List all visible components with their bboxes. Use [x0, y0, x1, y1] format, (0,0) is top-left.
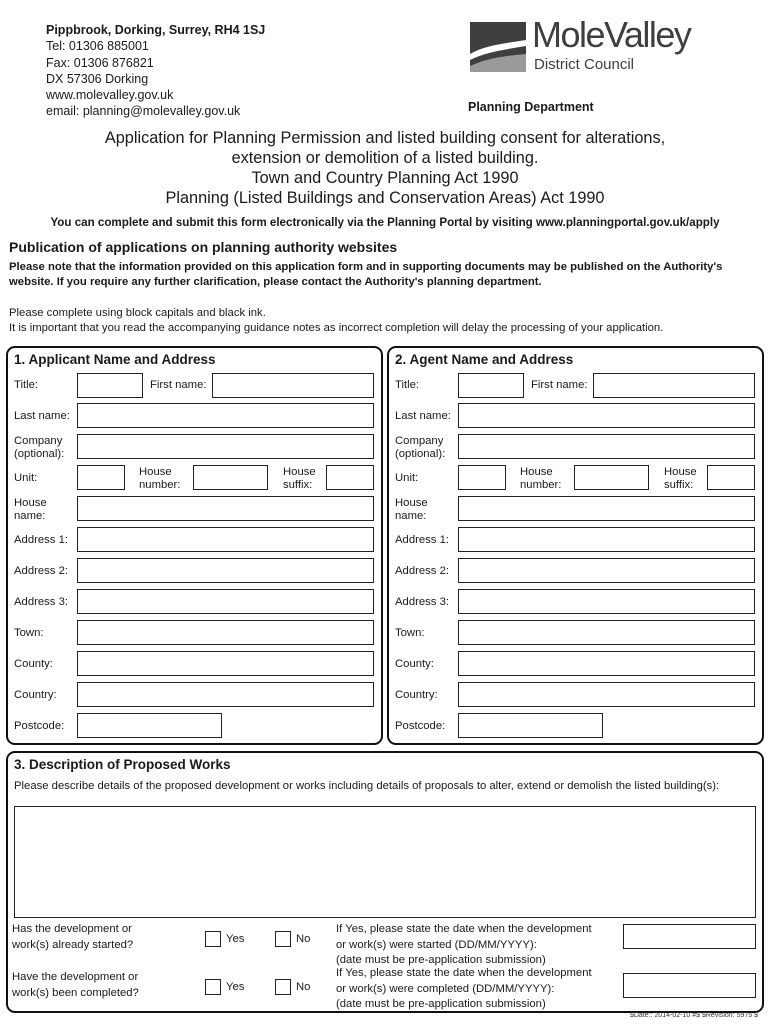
completed-yes-label: Yes — [226, 981, 245, 993]
unit-label: Unit: — [395, 472, 419, 484]
agent-postcode-input[interactable] — [458, 713, 603, 738]
country-label: Country: — [395, 689, 438, 701]
agent-address-2-input[interactable] — [458, 558, 755, 583]
address-3-label: Address 3: — [395, 596, 450, 608]
town-label: Town: — [395, 627, 425, 639]
section-2-title: 2. Agent Name and Address — [395, 352, 574, 367]
applicant-house-number-input[interactable] — [193, 465, 268, 490]
company-label: Company (optional): — [14, 435, 65, 460]
house-suffix-label: House suffix: — [664, 466, 697, 491]
council-logo — [470, 14, 730, 80]
house-name-label: House name: — [14, 497, 47, 522]
agent-address-3-input[interactable] — [458, 589, 755, 614]
town-label: Town: — [14, 627, 44, 639]
logo-subtitle: District Council — [534, 56, 635, 73]
agent-first-name-input[interactable] — [593, 373, 755, 398]
applicant-address-1-input[interactable] — [77, 527, 374, 552]
email: email: planning@molevalley.gov.uk — [46, 104, 241, 119]
telephone: Tel: 01306 885001 — [46, 39, 149, 54]
completed-date-instruction: If Yes, please state the date when the development or work(s) were completed (DD/MM/YYYY): (date must be pre-application submission) — [336, 967, 592, 1010]
publication-heading: Publication of applications on planning authority websites — [9, 239, 398, 255]
agent-house-name-input[interactable] — [458, 496, 755, 521]
applicant-postcode-input[interactable] — [77, 713, 222, 738]
postcode-label: Postcode: — [395, 720, 446, 732]
website: www.molevalley.gov.uk — [46, 88, 174, 103]
title-line-3: Town and Country Planning Act 1990 — [251, 169, 519, 187]
started-no-label: No — [296, 933, 311, 945]
applicant-county-input[interactable] — [77, 651, 374, 676]
postcode-label: Postcode: — [14, 720, 65, 732]
revision-footer: $Date:: 2014-02-10 #$ $Revision: 5975 $ — [629, 1012, 758, 1019]
agent-unit-input[interactable] — [458, 465, 506, 490]
started-date-instruction: If Yes, please state the date when the development or work(s) were started (DD/MM/YYYY): (date must be pre-application submission) — [336, 923, 592, 966]
completed-yes-checkbox[interactable] — [205, 979, 221, 995]
applicant-company-input[interactable] — [77, 434, 374, 459]
agent-address-1-input[interactable] — [458, 527, 755, 552]
county-label: County: — [395, 658, 434, 670]
applicant-house-suffix-input[interactable] — [326, 465, 374, 490]
first-name-label: First name: — [150, 379, 207, 391]
fax: Fax: 01306 876821 — [46, 55, 154, 70]
address-1-label: Address 1: — [395, 534, 450, 546]
applicant-country-input[interactable] — [77, 682, 374, 707]
form-title — [0, 128, 770, 208]
instructions — [9, 306, 759, 336]
started-yes-checkbox[interactable] — [205, 931, 221, 947]
applicant-last-name-input[interactable] — [77, 403, 374, 428]
county-label: County: — [14, 658, 53, 670]
agent-house-number-input[interactable] — [574, 465, 649, 490]
agent-town-input[interactable] — [458, 620, 755, 645]
hills-logo-icon — [470, 22, 526, 72]
started-question: Has the development or work(s) already started? — [12, 923, 134, 951]
instruction-line-2: It is important that you read the accompanying guidance notes as incorrect completion will delay the processing of your application. — [9, 322, 664, 334]
address-1-label: Address 1: — [14, 534, 69, 546]
applicant-address-2-input[interactable] — [77, 558, 374, 583]
description-textarea[interactable] — [14, 806, 756, 918]
section-1-title: 1. Applicant Name and Address — [14, 352, 216, 367]
started-no-checkbox[interactable] — [275, 931, 291, 947]
planning-portal-note: You can complete and submit this form electronically via the Planning Portal by visiting www.planningportal.gov.uk/apply — [50, 216, 720, 229]
started-date-input[interactable] — [623, 924, 756, 949]
company-label: Company (optional): — [395, 435, 446, 460]
applicant-first-name-input[interactable] — [212, 373, 374, 398]
completed-question: Have the development or work(s) been completed? — [12, 971, 139, 999]
department-name: Planning Department — [468, 100, 594, 114]
instruction-line-1: Please complete using block capitals and black ink. — [9, 307, 266, 319]
agent-company-input[interactable] — [458, 434, 755, 459]
address-3-label: Address 3: — [14, 596, 69, 608]
applicant-address-3-input[interactable] — [77, 589, 374, 614]
agent-county-input[interactable] — [458, 651, 755, 676]
unit-label: Unit: — [14, 472, 38, 484]
title-label: Title: — [14, 379, 39, 391]
house-name-label: House name: — [395, 497, 428, 522]
country-label: Country: — [14, 689, 57, 701]
completed-no-label: No — [296, 981, 311, 993]
address-2-label: Address 2: — [395, 565, 450, 577]
contact-block — [46, 22, 265, 120]
agent-title-input[interactable] — [458, 373, 524, 398]
title-label: Title: — [395, 379, 420, 391]
dx-number: DX 57306 Dorking — [46, 71, 149, 86]
title-line-2: extension or demolition of a listed building. — [231, 149, 539, 167]
agent-last-name-input[interactable] — [458, 403, 755, 428]
agent-house-suffix-input[interactable] — [707, 465, 755, 490]
publication-text: Please note that the information provided on this application form and in supporting documents may be published on the Authority's website. If you require any further clarification, please contact the Authority's planning department. — [9, 261, 723, 288]
last-name-label: Last name: — [395, 410, 451, 422]
house-number-label: House number: — [139, 466, 181, 491]
description-instruction: Please describe details of the proposed development or works including details of proposals to alter, extend or demolish the listed building(s): — [14, 780, 720, 792]
title-line-4: Planning (Listed Buildings and Conservation Areas) Act 1990 — [165, 189, 605, 207]
started-yes-label: Yes — [226, 933, 245, 945]
completed-date-input[interactable] — [623, 973, 756, 998]
applicant-unit-input[interactable] — [77, 465, 125, 490]
house-number-label: House number: — [520, 466, 562, 491]
first-name-label: First name: — [531, 379, 588, 391]
applicant-town-input[interactable] — [77, 620, 374, 645]
logo-name: MoleValley — [532, 14, 691, 55]
house-suffix-label: House suffix: — [283, 466, 316, 491]
last-name-label: Last name: — [14, 410, 70, 422]
completed-no-checkbox[interactable] — [275, 979, 291, 995]
title-line-1: Application for Planning Permission and listed building consent for alterations, — [104, 129, 666, 147]
applicant-title-input[interactable] — [77, 373, 143, 398]
section-3-title: 3. Description of Proposed Works — [14, 757, 231, 772]
address-2-label: Address 2: — [14, 565, 69, 577]
council-address: Pippbrook, Dorking, Surrey, RH4 1SJ — [46, 23, 266, 37]
applicant-house-name-input[interactable] — [77, 496, 374, 521]
agent-country-input[interactable] — [458, 682, 755, 707]
